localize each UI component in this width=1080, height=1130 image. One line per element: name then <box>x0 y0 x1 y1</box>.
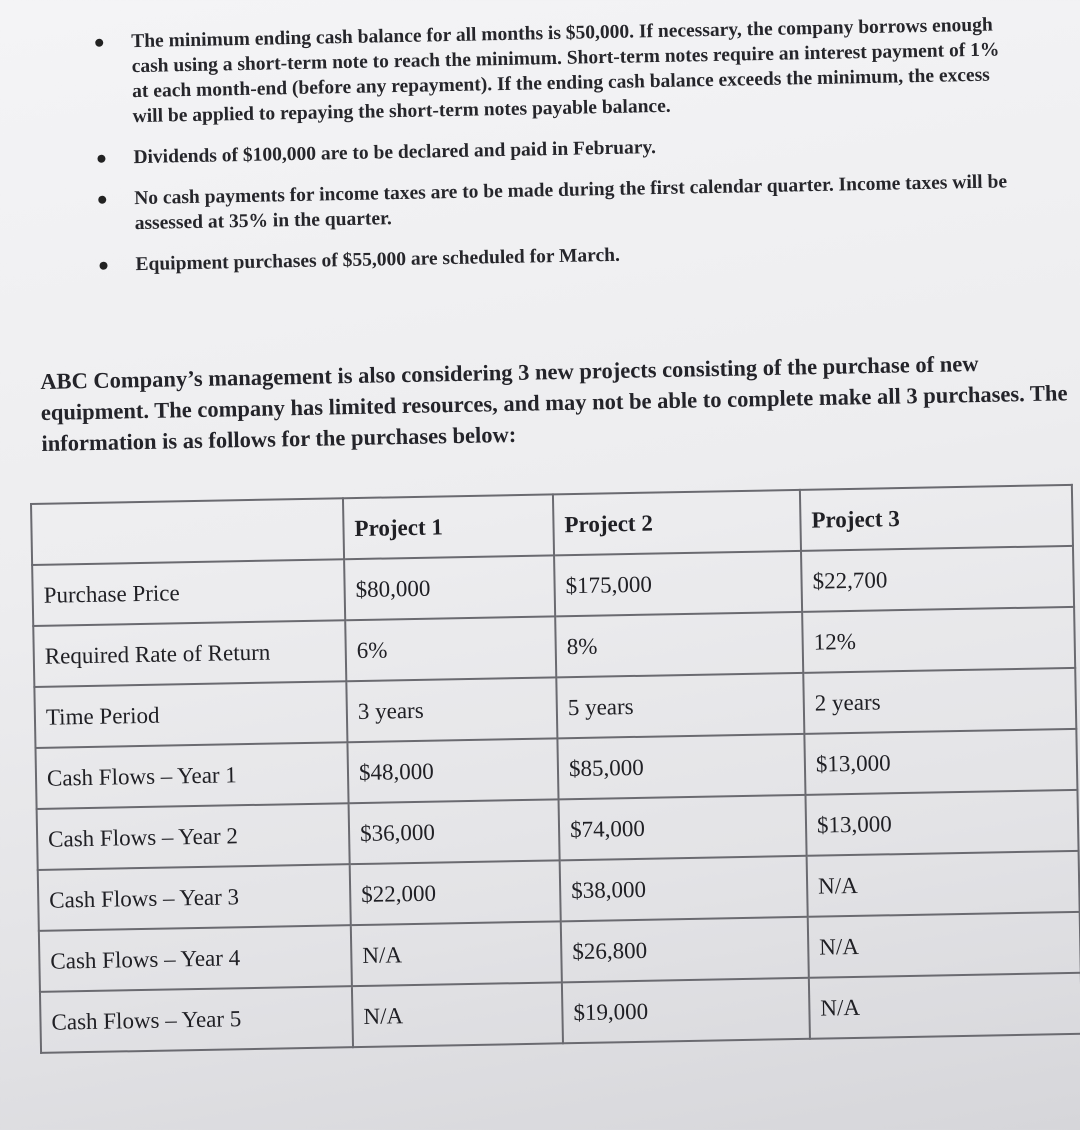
table-cell: N/A <box>809 973 1080 1039</box>
bullet-item <box>88 169 1019 237</box>
table-cell: $36,000 <box>349 799 560 864</box>
header-cell-blank <box>31 498 344 565</box>
table-cell: $175,000 <box>554 551 802 617</box>
row-label: Cash Flows – Year 3 <box>38 864 351 931</box>
table-cell: $48,000 <box>347 738 558 803</box>
table-cell: 12% <box>802 607 1075 673</box>
table-cell: N/A <box>807 851 1080 917</box>
row-label: Cash Flows – Year 4 <box>39 925 352 992</box>
projects-table-wrapper <box>30 484 1080 1054</box>
header-project-3: Project 3 <box>800 485 1073 551</box>
bullet-dot-icon <box>97 155 105 163</box>
projects-table <box>30 484 1080 1054</box>
table-cell: $26,800 <box>561 917 809 983</box>
bullet-text: The minimum ending cash balance for all months is $50,000. If necessary, the company borrows enough cash using a short-term note to reach the minimum. Short-term notes require an interest payment of 1% at each month-end (before any repayment). If the ending cash balance exceeds the minimum, the excess will be applied to repaying the short-term notes payable balance. <box>131 14 1000 128</box>
table-cell: 2 years <box>803 668 1076 734</box>
table-cell: $19,000 <box>562 978 810 1044</box>
intro-paragraph: ABC Company’s management is also considering 3 new projects consisting of the purchase of new equipment. The company has limited resources, and may not be able to complete make all 3 purchases. The information is as follows for the purchases below: <box>40 350 1068 456</box>
table-cell: $74,000 <box>559 795 807 861</box>
header-project-2: Project 2 <box>553 490 801 556</box>
bullet-dot-icon <box>99 262 107 270</box>
bullet-item <box>89 235 1019 278</box>
table-cell: $22,000 <box>350 860 561 925</box>
table-cell: N/A <box>352 982 563 1047</box>
table-cell: $85,000 <box>557 734 805 800</box>
bullet-item <box>85 12 1017 130</box>
bullet-list <box>85 12 1020 294</box>
row-label: Required Rate of Return <box>33 620 346 687</box>
table-cell: 6% <box>345 616 556 681</box>
table-cell: $13,000 <box>804 729 1077 795</box>
row-label: Time Period <box>34 681 347 748</box>
table-cell: 3 years <box>346 677 557 742</box>
row-label: Cash Flows – Year 2 <box>37 803 350 870</box>
table-cell: $38,000 <box>560 856 808 922</box>
table-cell: N/A <box>351 921 562 986</box>
bullet-text: Equipment purchases of $55,000 are scheduled for March. <box>135 244 621 276</box>
table-cell: N/A <box>808 912 1080 978</box>
bullet-dot-icon <box>98 196 106 204</box>
table-cell: $13,000 <box>805 790 1078 856</box>
table-cell: 5 years <box>556 673 804 739</box>
row-label: Cash Flows – Year 1 <box>35 742 348 809</box>
bullet-item <box>87 128 1017 171</box>
bullet-text: Dividends of $100,000 are to be declared and paid in February. <box>133 137 657 169</box>
table-cell: $22,700 <box>801 546 1074 612</box>
table-cell: $80,000 <box>344 555 555 620</box>
row-label: Cash Flows – Year 5 <box>40 986 353 1053</box>
bullet-text: No cash payments for income taxes are to be made during the first calendar quarter. Income taxes will be assessed at 35% in the quarter. <box>134 171 1008 235</box>
bullet-dot-icon <box>95 39 103 47</box>
table-cell: 8% <box>555 612 803 678</box>
row-label: Purchase Price <box>32 559 345 626</box>
header-project-1: Project 1 <box>343 494 554 559</box>
